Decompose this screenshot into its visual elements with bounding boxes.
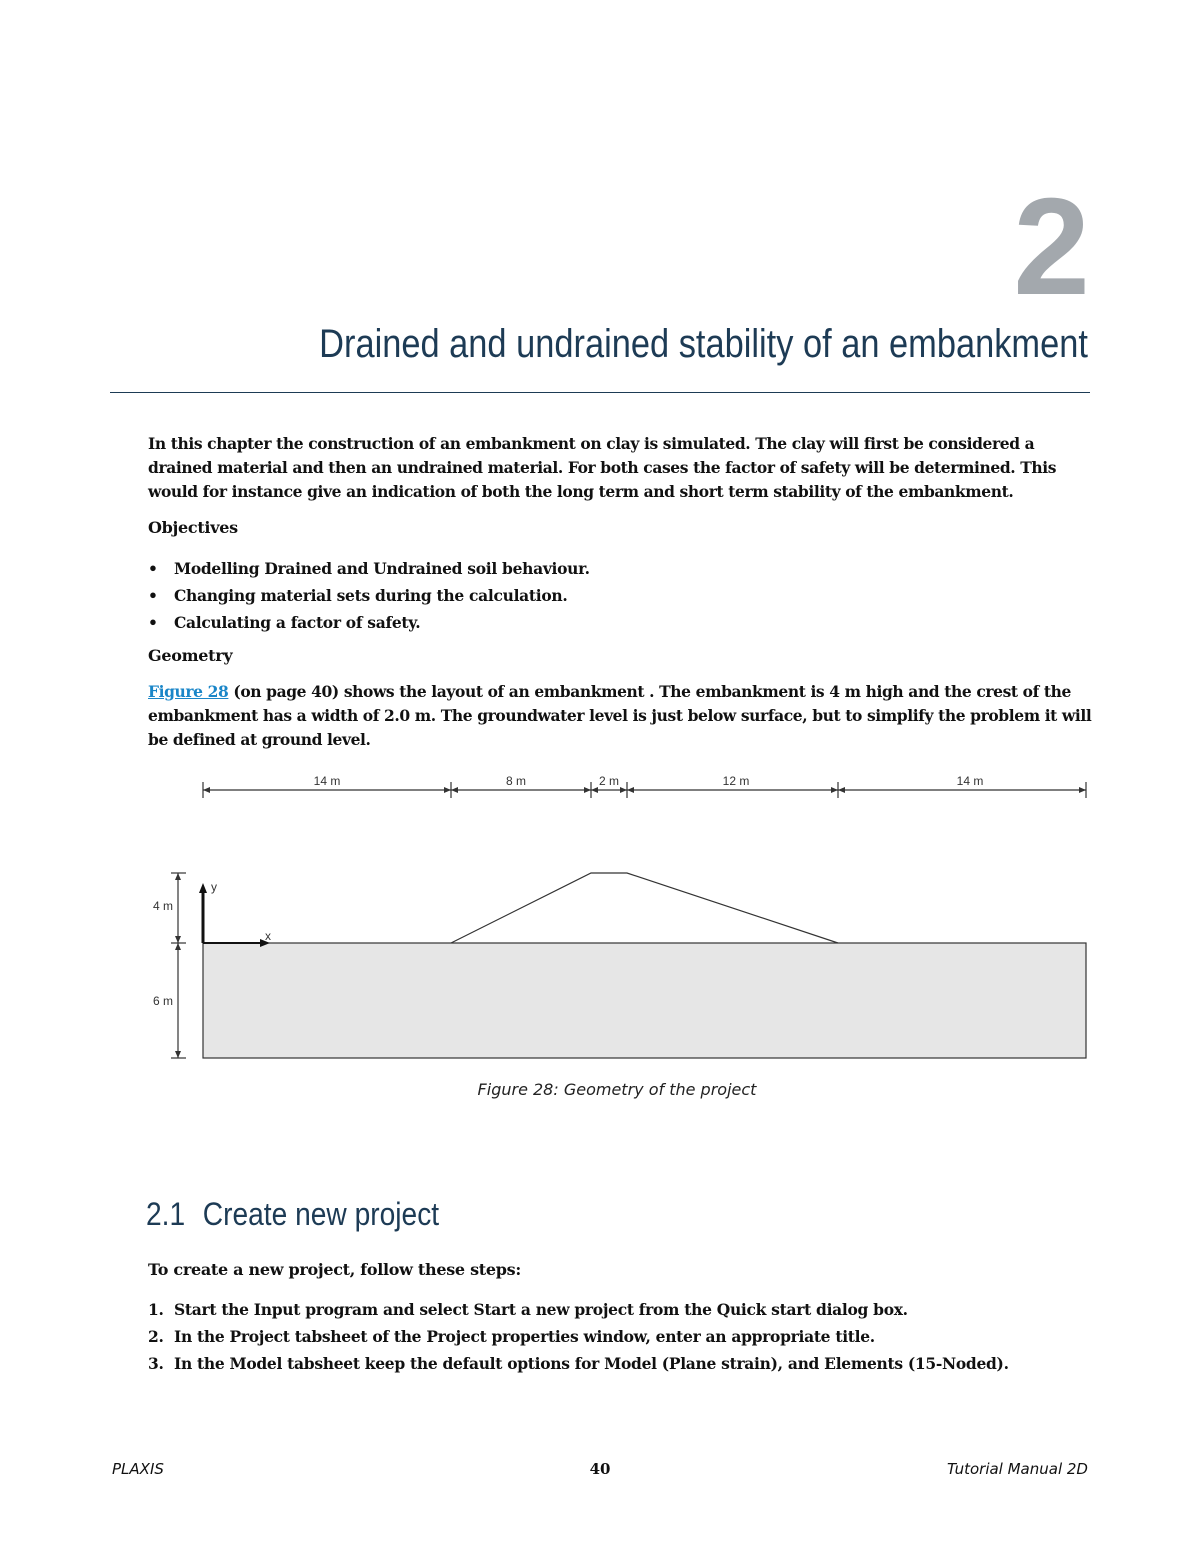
y-axis-label: y	[211, 880, 217, 894]
geometry-paragraph-text: (on page 40) shows the layout of an embankment . The embankment is 4 m high and the crest of the embankment has a width of 2.0 m. The groundwater level is just below surface, but to simplify the problem it will be defined at ground level.	[148, 682, 1092, 749]
axis-indicator	[199, 880, 271, 947]
list-item: • Calculating a factor of safety.	[148, 609, 590, 636]
list-item: 3. In the Model tabsheet keep the default options for Model (Plane strain), and Elements (15-Noded).	[148, 1354, 1009, 1373]
soil-layer	[203, 943, 1086, 1058]
step-text: In the Model tabsheet keep the default options for Model (Plane strain), and Elements (15-Noded).	[174, 1354, 1009, 1373]
objectives-list	[148, 555, 590, 636]
dim-label: 8 m	[505, 774, 527, 788]
list-item: • Modelling Drained and Undrained soil behaviour.	[148, 555, 590, 582]
step-text: In the Project tabsheet of the Project properties window, enter an appropriate title.	[174, 1327, 875, 1346]
list-item: 1. Start the Input program and select Start a new project from the Quick start dialog box.	[148, 1300, 908, 1319]
objectives-heading: Objectives	[148, 518, 238, 537]
chapter-title: Drained and undrained stability of an embankment	[319, 322, 1088, 366]
geometry-paragraph	[148, 680, 1093, 752]
title-divider	[110, 392, 1090, 393]
list-item: 2. In the Project tabsheet of the Project properties window, enter an appropriate title.	[148, 1327, 875, 1346]
geometry-figure	[140, 770, 1100, 1070]
height-dimension-line	[171, 873, 186, 1058]
section-title: Create new project	[202, 1196, 440, 1232]
page-number: 40	[589, 1460, 611, 1478]
dim-label: 14 m	[956, 774, 984, 788]
dim-label: 2 m	[598, 774, 620, 788]
footer-product: PLAXIS	[112, 1460, 164, 1478]
section-number: 2.1	[146, 1196, 186, 1232]
section-heading	[146, 1196, 439, 1233]
list-item: • Changing material sets during the calculation.	[148, 582, 590, 609]
dim-label: 12 m	[722, 774, 750, 788]
dim-label: 14 m	[313, 774, 341, 788]
chapter-number: 2	[1013, 170, 1088, 324]
embankment-outline	[451, 873, 838, 943]
geometry-heading: Geometry	[148, 646, 233, 665]
figure-link[interactable]: Figure 28	[148, 682, 229, 701]
height-label: 4 m	[152, 899, 173, 913]
figure-caption: Figure 28: Geometry of the project	[477, 1080, 757, 1099]
steps-list	[148, 1296, 1009, 1377]
footer-manual: Tutorial Manual 2D	[946, 1460, 1088, 1478]
x-axis-label: x	[265, 929, 271, 943]
intro-paragraph: In this chapter the construction of an embankment on clay is simulated. The clay will first be considered a drained material and then an undrained material. For both cases the factor of safety will be determined. This would for instance give an indication of both the long term and short term stability of the embankment.	[148, 434, 1057, 501]
height-label: 6 m	[152, 994, 173, 1008]
step-text: Start the Input program and select Start a new project from the Quick start dialog box.	[174, 1300, 908, 1319]
steps-intro: To create a new project, follow these steps:	[148, 1260, 521, 1279]
